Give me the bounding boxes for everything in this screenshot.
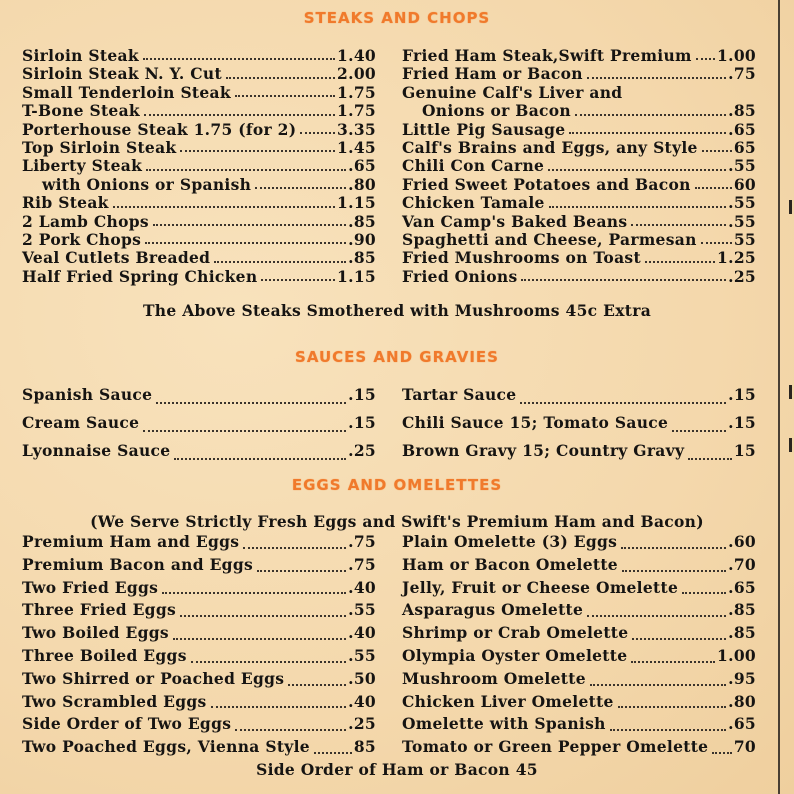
menu-item-price: .15: [728, 385, 756, 404]
steaks-right-column: [402, 47, 756, 286]
menu-item-price: .55: [348, 645, 376, 665]
edge-mark: [789, 200, 792, 214]
dot-leader: [255, 186, 346, 189]
menu-item: [22, 531, 376, 554]
dot-leader: [243, 546, 346, 549]
menu-item: [402, 102, 756, 120]
menu-item: [402, 139, 756, 157]
menu-item: [402, 268, 756, 286]
menu-item-price: 1.45: [337, 137, 376, 157]
menu-item-name: Two Boiled Eggs: [22, 623, 169, 643]
menu-item: [22, 176, 376, 194]
menu-item-name: Chili Sauce 15; Tomato Sauce: [402, 413, 669, 432]
menu-item-name: Mushroom Omelette: [402, 668, 586, 688]
menu-item: [22, 554, 376, 577]
menu-item-price: 1.75: [337, 101, 376, 121]
menu-item-price: .80: [728, 691, 756, 711]
menu-item-name: Veal Cutlets Breaded: [22, 248, 211, 268]
dot-leader: [235, 94, 335, 97]
dot-leader: [521, 278, 726, 281]
menu-item-price: .70: [728, 554, 756, 574]
menu-item: [22, 213, 376, 231]
menu-item-price: .85: [728, 600, 756, 620]
dot-leader: [632, 637, 726, 640]
menu-item-price: 60: [733, 174, 756, 194]
menu-item-price: 55: [733, 229, 756, 249]
dot-leader: [173, 637, 346, 640]
menu-item-price: .75: [348, 554, 376, 574]
menu-item: [402, 194, 756, 212]
dot-leader: [682, 591, 726, 594]
menu-item: [402, 121, 756, 139]
menu-item-price: .50: [348, 668, 376, 688]
menu-item-name: Fried Onions: [402, 266, 518, 286]
eggs-left-column: [22, 531, 376, 759]
dot-leader: [144, 113, 335, 116]
menu-item-price: .95: [728, 668, 756, 688]
eggs-heading: EGGS AND OMELETTES: [291, 476, 503, 494]
menu-item-name: Chili Con Carne: [402, 156, 545, 176]
menu-item-price: 1.40: [337, 45, 376, 65]
menu-item-name: Side Order of Two Eggs: [22, 714, 232, 734]
dot-leader: [621, 546, 726, 549]
menu-item-name: Asparagus Omelette: [402, 600, 584, 620]
menu-item: [22, 268, 376, 286]
steaks-left-column: [22, 47, 376, 286]
menu-item-name: Van Camp's Baked Beans: [402, 211, 628, 231]
edge-mark: [789, 385, 792, 399]
menu-item-price: 15: [733, 441, 756, 460]
menu-item-name: Liberty Steak: [22, 156, 143, 176]
menu-item-name: Onions or Bacon: [422, 101, 571, 121]
dot-leader: [618, 705, 726, 708]
menu-item: [402, 249, 756, 267]
menu-item: [402, 65, 756, 83]
menu-item: [22, 139, 376, 157]
menu-item: [22, 47, 376, 65]
menu-item-price: .15: [728, 413, 756, 432]
dot-leader: [211, 705, 347, 708]
menu-item-name: Half Fried Spring Chicken: [22, 266, 258, 286]
menu-item: [402, 577, 756, 600]
menu-item-name: Three Boiled Eggs: [22, 645, 187, 665]
menu-item: [22, 437, 376, 465]
menu-item: [22, 599, 376, 622]
menu-item-price: .55: [348, 600, 376, 620]
menu-item-name: Three Fried Eggs: [22, 600, 176, 620]
edge-mark: [789, 438, 792, 452]
dot-leader: [575, 113, 726, 116]
menu-item: [22, 381, 376, 409]
menu-item-name: Sirloin Steak: [22, 45, 139, 65]
dot-leader: [145, 241, 346, 244]
steaks-note: The Above Steaks Smothered with Mushrooms 45c Extra: [142, 301, 652, 320]
menu-item-name: Ham or Bacon Omelette: [402, 554, 618, 574]
menu-item: [22, 121, 376, 139]
menu-item-name: Two Scrambled Eggs: [22, 691, 207, 711]
menu-item-name: Plain Omelette (3) Eggs: [402, 532, 618, 551]
menu-item-price: .15: [348, 413, 376, 432]
dot-leader: [300, 131, 335, 134]
menu-item: [22, 409, 376, 437]
menu-item-price: .65: [728, 119, 756, 139]
menu-item-price: 85: [353, 737, 376, 757]
menu-item: [402, 531, 756, 554]
menu-item: [402, 599, 756, 622]
menu-item-price: .25: [348, 441, 376, 460]
menu-item-name: Olympia Oyster Omelette: [402, 645, 628, 665]
dot-leader: [622, 569, 726, 572]
dot-leader: [701, 241, 732, 244]
menu-item-price: .55: [728, 211, 756, 231]
dot-leader: [156, 401, 346, 404]
menu-item: [22, 84, 376, 102]
menu-item-name: Top Sirloin Steak: [22, 137, 177, 157]
menu-item: [402, 622, 756, 645]
dot-leader: [702, 149, 732, 152]
menu-item-name: Omelette with Spanish: [402, 714, 606, 734]
dot-leader: [143, 57, 335, 60]
menu-item-price: 2.00: [337, 64, 376, 84]
menu-item: [402, 713, 756, 736]
menu-item-price: 1.00: [717, 645, 756, 665]
menu-item-name: T-Bone Steak: [22, 101, 140, 121]
menu-item-price: .85: [348, 211, 376, 231]
dot-leader: [695, 186, 732, 189]
dot-leader: [180, 149, 335, 152]
dot-leader: [214, 260, 346, 263]
dot-leader: [688, 457, 732, 460]
menu-item-price: .25: [728, 266, 756, 286]
menu-item-price: .15: [348, 385, 376, 404]
menu-item-name: Fried Sweet Potatoes and Bacon: [402, 174, 691, 194]
menu-item-price: .85: [348, 248, 376, 268]
menu-item-price: 1.15: [337, 193, 376, 213]
menu-item-name: Small Tenderloin Steak: [22, 82, 231, 102]
menu-item-name: 2 Pork Chops: [22, 229, 142, 249]
menu-item-name: Two Fried Eggs: [22, 577, 159, 597]
menu-item: [402, 668, 756, 691]
dot-leader: [162, 591, 346, 594]
menu-item-price: 1.25: [717, 248, 756, 268]
menu-item-price: .80: [348, 174, 376, 194]
menu-item: [402, 437, 756, 465]
menu-item: [22, 102, 376, 120]
menu-item-price: 70: [733, 737, 756, 757]
menu-item: [22, 622, 376, 645]
dot-leader: [226, 76, 335, 79]
dot-leader: [548, 168, 726, 171]
dot-leader: [631, 660, 715, 663]
sauces-right-column: [402, 381, 756, 465]
dot-leader: [261, 278, 335, 281]
menu-item-name: Premium Ham and Eggs: [22, 532, 240, 551]
dot-leader: [569, 131, 726, 134]
dot-leader: [712, 751, 732, 754]
menu-item-price: .40: [348, 691, 376, 711]
menu-item-name: Fried Ham or Bacon: [402, 64, 583, 84]
menu-item: [402, 645, 756, 668]
dot-leader: [587, 76, 726, 79]
menu-item: [22, 736, 376, 759]
menu-item-name: Sirloin Steak N. Y. Cut: [22, 64, 222, 84]
dot-leader: [153, 223, 346, 226]
menu-item: [22, 157, 376, 175]
dot-leader: [288, 683, 346, 686]
dot-leader: [113, 205, 335, 208]
dot-leader: [610, 728, 726, 731]
menu-item-name: Jelly, Fruit or Cheese Omelette: [402, 577, 679, 597]
menu-item: [402, 691, 756, 714]
dot-leader: [314, 751, 352, 754]
menu-item-price: .85: [728, 101, 756, 121]
menu-item-price: 1.75: [337, 82, 376, 102]
menu-item: [402, 47, 756, 65]
menu-item: [22, 713, 376, 736]
menu-item: [22, 577, 376, 600]
menu-item-price: .75: [348, 532, 376, 551]
menu-item: [402, 381, 756, 409]
menu-item-name: Spanish Sauce: [22, 385, 153, 404]
dot-leader: [631, 223, 726, 226]
menu-item-name: Spaghetti and Cheese, Parmesan: [402, 229, 697, 249]
menu-item-price: .85: [728, 623, 756, 643]
eggs-footer: Side Order of Ham or Bacon 45: [256, 760, 538, 779]
menu-item-name: Chicken Liver Omelette: [402, 691, 614, 711]
menu-item-price: .75: [728, 64, 756, 84]
menu-item-name: Premium Bacon and Eggs: [22, 554, 253, 574]
dot-leader: [235, 728, 346, 731]
menu-item-price: 65: [733, 137, 756, 157]
menu-item-name: Porterhouse Steak 1.75 (for 2): [22, 119, 297, 139]
dot-leader: [146, 168, 346, 171]
menu-item: [402, 736, 756, 759]
menu-item-price: .65: [728, 714, 756, 734]
menu-item-price: 1.15: [337, 266, 376, 286]
menu-item-name: Little Pig Sausage: [402, 119, 566, 139]
dot-leader: [590, 683, 726, 686]
menu-item-price: 3.35: [337, 119, 376, 139]
dot-leader: [257, 569, 346, 572]
menu-item: [22, 231, 376, 249]
menu-item: [22, 668, 376, 691]
menu-item-name: Cream Sauce: [22, 413, 140, 432]
menu-item: [402, 213, 756, 231]
menu-item: [22, 249, 376, 267]
menu-item-name: Two Poached Eggs, Vienna Style: [22, 737, 310, 757]
menu-item-price: .40: [348, 623, 376, 643]
menu-item-name: Brown Gravy 15; Country Gravy: [402, 441, 685, 460]
menu-item-name: Lyonnaise Sauce: [22, 441, 171, 460]
menu-item-name: Rib Steak: [22, 193, 109, 213]
menu-item-price: 1.00: [717, 45, 756, 65]
menu-item: [402, 157, 756, 175]
menu-item-price: .25: [348, 714, 376, 734]
menu-item-price: .65: [348, 156, 376, 176]
menu-item-name: Chicken Tamale: [402, 193, 545, 213]
menu-item-price: .55: [728, 193, 756, 213]
steaks-heading: STEAKS AND CHOPS: [303, 9, 491, 27]
menu-item: [22, 194, 376, 212]
menu-item-price: .55: [728, 156, 756, 176]
menu-item: [402, 409, 756, 437]
sauces-heading: SAUCES AND GRAVIES: [295, 348, 499, 366]
menu-item-name: 2 Lamb Chops: [22, 211, 149, 231]
page-edge-line: [778, 0, 780, 794]
eggs-right-column: [402, 531, 756, 759]
menu-item-name: Two Shirred or Poached Eggs: [22, 668, 285, 688]
dot-leader: [143, 429, 346, 432]
menu-item-name: Fried Mushrooms on Toast: [402, 248, 641, 268]
menu-item-price: .60: [728, 532, 756, 551]
menu-item-name: Fried Ham Steak,Swift Premium: [402, 45, 692, 65]
menu-item-price: .40: [348, 577, 376, 597]
menu-item: [402, 176, 756, 194]
menu-item: [22, 645, 376, 668]
dot-leader: [520, 401, 726, 404]
dot-leader: [180, 614, 346, 617]
menu-item-name: Shrimp or Crab Omelette: [402, 623, 629, 643]
eggs-intro: (We Serve Strictly Fresh Eggs and Swift's Premium Ham and Bacon): [90, 512, 704, 531]
menu-item: [402, 554, 756, 577]
dot-leader: [549, 205, 726, 208]
menu-item: [402, 231, 756, 249]
menu-item-price: .90: [348, 229, 376, 249]
menu-item-name: with Onions or Spanish: [42, 174, 252, 194]
menu-item: [402, 84, 756, 102]
menu-item-name: Genuine Calf's Liver and: [402, 82, 623, 102]
menu-item-price: .65: [728, 577, 756, 597]
menu-item-name: Tomato or Green Pepper Omelette: [402, 737, 709, 757]
dot-leader: [672, 429, 726, 432]
menu-item-name: Tartar Sauce: [402, 385, 517, 404]
menu-item: [22, 65, 376, 83]
dot-leader: [587, 614, 726, 617]
dot-leader: [191, 660, 346, 663]
menu-item-name: Calf's Brains and Eggs, any Style: [402, 137, 698, 157]
dot-leader: [696, 57, 715, 60]
sauces-left-column: [22, 381, 376, 465]
dot-leader: [174, 457, 346, 460]
menu-item: [22, 691, 376, 714]
dot-leader: [645, 260, 715, 263]
